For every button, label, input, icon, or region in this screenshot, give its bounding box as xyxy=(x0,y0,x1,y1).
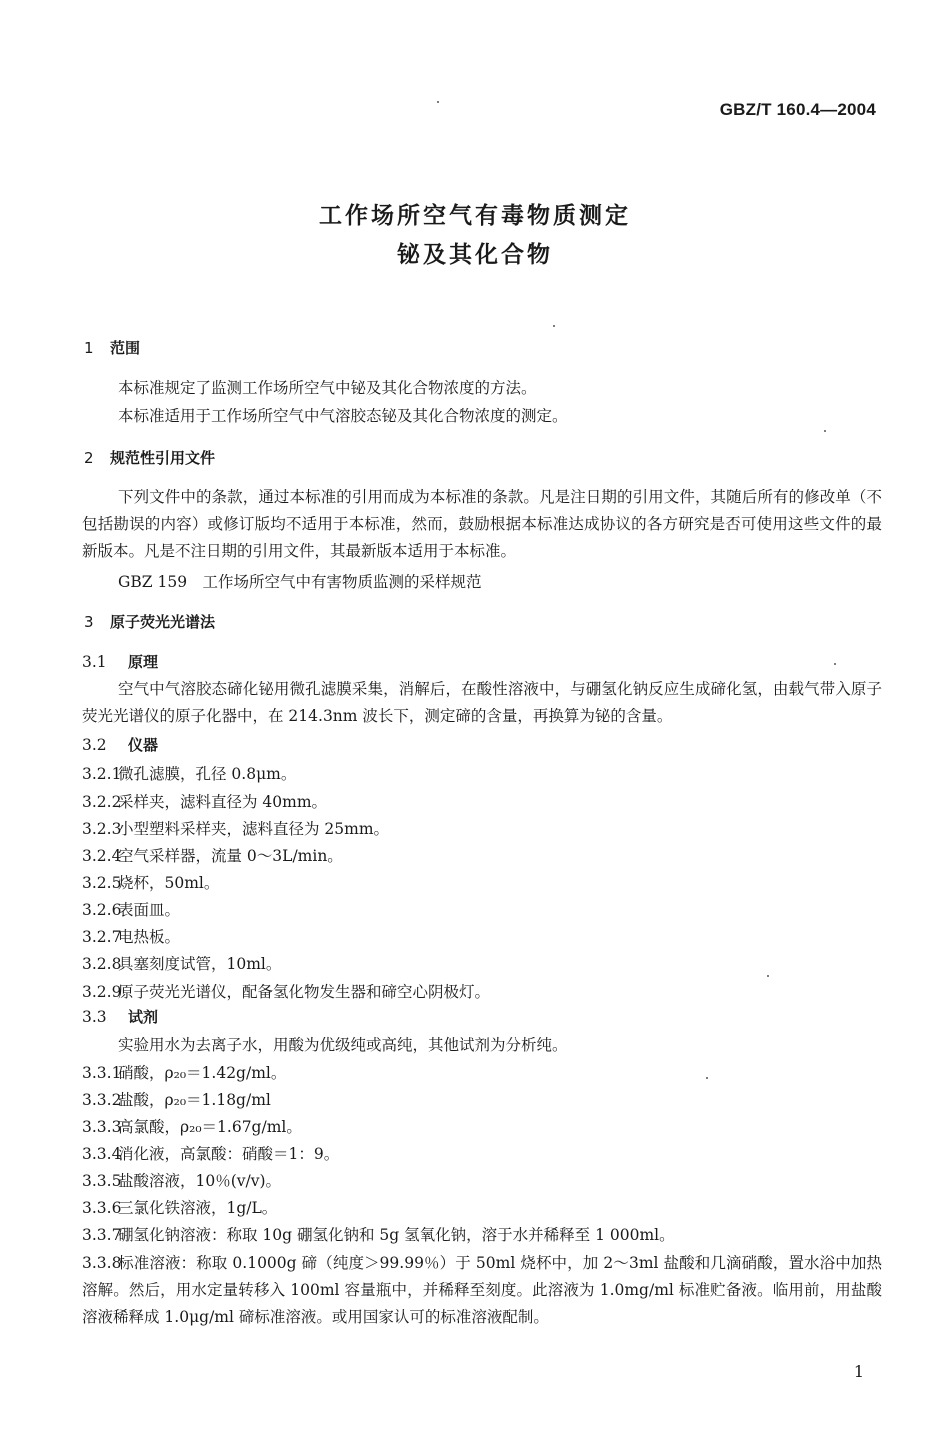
subsection-number: 3.1 xyxy=(82,653,107,671)
section-3-heading xyxy=(84,611,215,632)
scan-speck xyxy=(553,325,555,327)
list-item: 3.2.2采样夹，滤料直径为 40mm。 xyxy=(82,793,328,811)
list-item: 3.2.8具塞刻度试管，10ml。 xyxy=(82,955,282,973)
list-item: 3.3.3高氯酸，ρ₂₀＝1.67g/ml。 xyxy=(82,1118,302,1136)
reagents-intro: 实验用水为去离子水，用酸为优级纯或高纯，其他试剂为分析纯。 xyxy=(118,1036,568,1054)
section-1-paragraph-2: 本标准适用于工作场所空气中气溶胶态铋及其化合物浓度的测定。 xyxy=(118,407,568,425)
list-item: 3.2.3小型塑料采样夹，滤料直径为 25mm。 xyxy=(82,820,390,838)
section-number: 1 xyxy=(84,339,94,357)
list-item: 3.2.9原子荧光光谱仪，配备氢化物发生器和碲空心阴极灯。 xyxy=(82,983,491,1001)
subsection-3-3-heading xyxy=(82,1006,158,1027)
subsection-3-1-heading xyxy=(82,651,158,672)
list-item: 3.3.2盐酸，ρ₂₀＝1.18g/ml xyxy=(82,1091,271,1109)
section-title: 范围 xyxy=(110,339,141,357)
scan-speck xyxy=(706,1077,708,1079)
list-item: 3.2.5烧杯，50ml。 xyxy=(82,874,220,892)
list-item: 3.3.4消化液，高氯酸：硝酸＝1：9。 xyxy=(82,1145,340,1163)
list-item: 3.3.7硼氢化钠溶液：称取 10g 硼氢化钠和 5g 氢氧化钠，溶于水并稀释至 1 000ml。 xyxy=(82,1226,675,1244)
list-item: 3.2.4空气采样器，流量 0～3L/min。 xyxy=(82,847,343,865)
list-item: 3.3.5盐酸溶液，10％(v/v)。 xyxy=(82,1172,282,1190)
section-number: 3 xyxy=(84,613,94,631)
subsection-title: 试剂 xyxy=(128,1008,159,1026)
section-1-heading xyxy=(84,337,140,358)
list-item: 3.3.6三氯化铁溶液，1g/L。 xyxy=(82,1199,278,1217)
section-title: 规范性引用文件 xyxy=(110,449,216,467)
normative-reference: GBZ 159 工作场所空气中有害物质监测的采样规范 xyxy=(118,573,482,591)
scan-speck xyxy=(824,430,826,432)
subsection-number: 3.3 xyxy=(82,1008,107,1026)
document-subtitle: 铋及其化合物 xyxy=(397,242,553,268)
document-title: 工作场所空气有毒物质测定 xyxy=(319,203,631,229)
subsection-title: 原理 xyxy=(128,653,159,671)
page-number: 1 xyxy=(853,1362,864,1381)
section-title: 原子荧光光谱法 xyxy=(110,613,216,631)
subsection-3-2-heading xyxy=(82,734,158,755)
subsection-number: 3.2 xyxy=(82,736,107,754)
subsection-title: 仪器 xyxy=(128,736,159,754)
section-1-paragraph-1: 本标准规定了监测工作场所空气中铋及其化合物浓度的方法。 xyxy=(118,379,537,397)
scan-speck xyxy=(437,101,439,103)
section-2-heading xyxy=(84,447,215,468)
standard-code: GBZ/T 160.4—2004 xyxy=(719,100,876,119)
section-2-paragraph: 下列文件中的条款，通过本标准的引用而成为本标准的条款。凡是注日期的引用文件，其随后所有的修改单（不包括勘误的内容）或修订版均不适用于本标准，然而，鼓励根据本标准达成协议的各方研究是否可使用这些文件的最新版本。凡是不注日期的引用文件，其最新版本适用于本标准。 xyxy=(82,488,882,560)
list-item: 3.2.6表面皿。 xyxy=(82,901,181,919)
scan-speck xyxy=(767,975,769,977)
list-item: 3.3.1硝酸，ρ₂₀＝1.42g/ml。 xyxy=(82,1064,287,1082)
scan-speck xyxy=(834,663,836,665)
section-number: 2 xyxy=(84,449,94,467)
standard-solution-item: 3.3.8标准溶液：称取 0.1000g 碲（纯度＞99.99％）于 50ml 烧杯中，加 2～3ml 盐酸和几滴硝酸，置水浴中加热溶解。然后，用水定量转移入 100ml 容量瓶中，并稀释至刻度。此溶液为 1.0mg/ml 标准贮备液。临用前，用盐酸溶液稀释成 1.0μg/ml 碲标准溶液。或用国家认可的标准溶液配制。 xyxy=(82,1254,882,1326)
principle-paragraph: 空气中气溶胶态碲化铋用微孔滤膜采集，消解后，在酸性溶液中，与硼氢化钠反应生成碲化氢，由载气带入原子荧光光谱仪的原子化器中，在 214.3nm 波长下，测定碲的含量，再换算为铋的含量。 xyxy=(82,680,882,725)
list-item: 3.2.1微孔滤膜，孔径 0.8μm。 xyxy=(82,765,297,783)
list-item: 3.2.7电热板。 xyxy=(82,928,181,946)
